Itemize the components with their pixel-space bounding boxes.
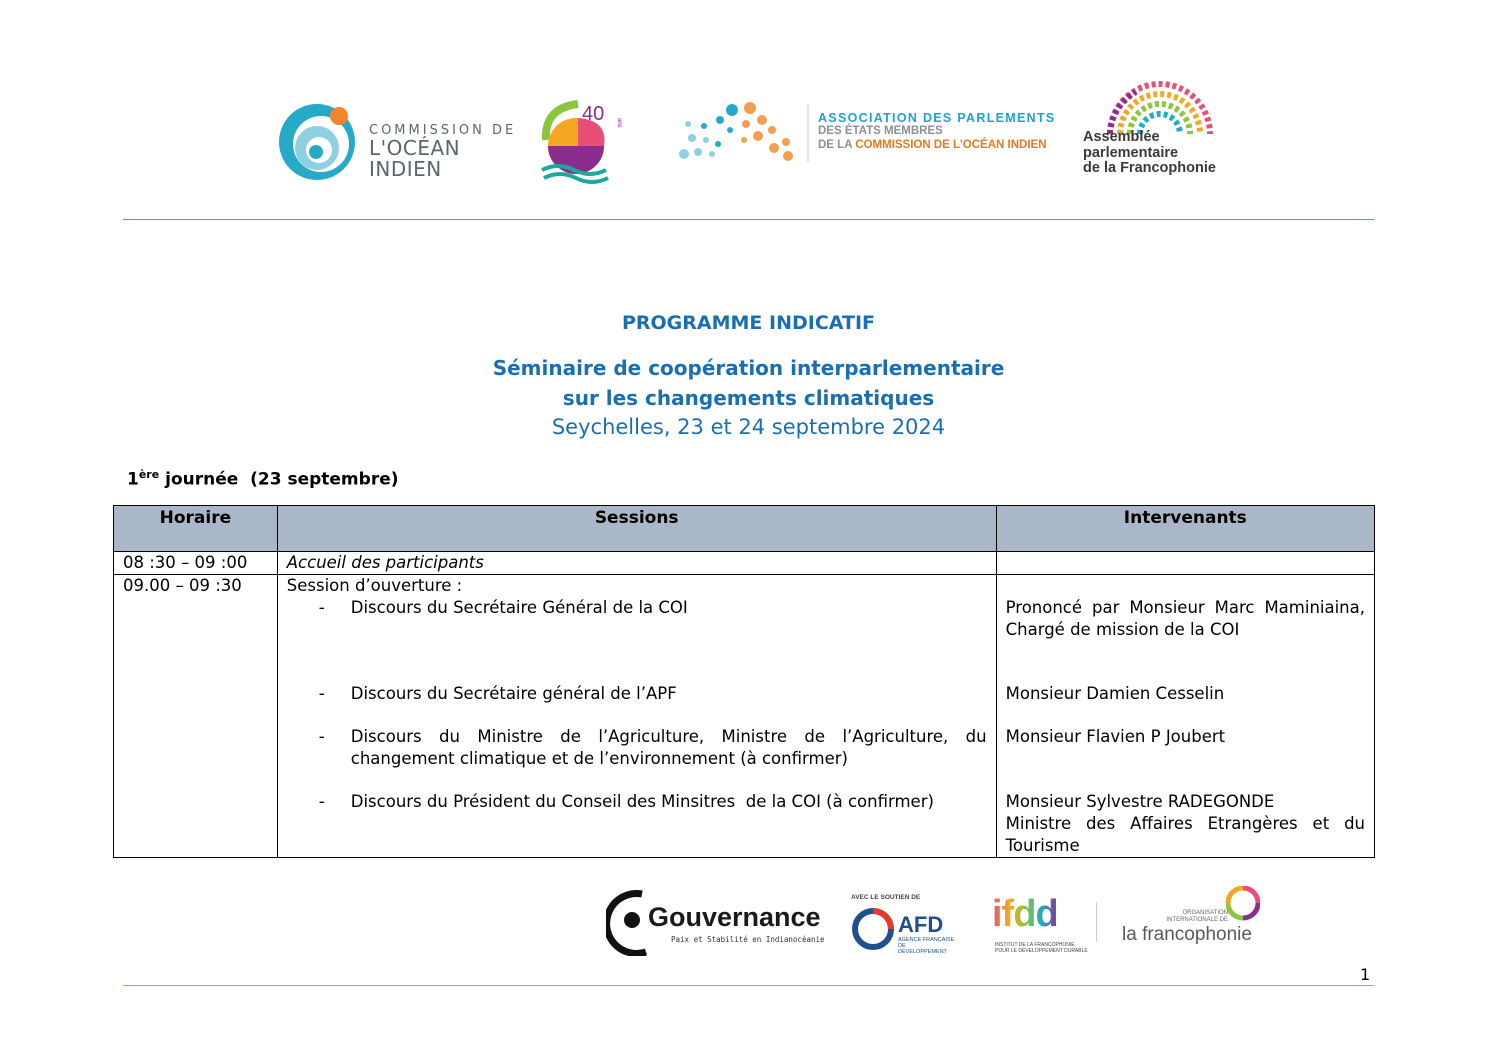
list-item xyxy=(287,597,987,683)
anniversary-logo xyxy=(538,100,630,186)
seminar-title-line2: sur les changements climatiques xyxy=(562,386,935,410)
anniversary-number: 40 xyxy=(582,103,605,125)
coi-emblem-icon xyxy=(277,100,361,184)
table-header-row xyxy=(114,506,1375,552)
logo-divider xyxy=(1096,902,1097,942)
apcoi-dots-icon xyxy=(674,100,814,166)
oif-ring-icon xyxy=(1226,886,1260,922)
oif-small-label: ORGANISATION INTERNATIONALE DE xyxy=(1166,910,1228,923)
item-dash: - xyxy=(318,727,325,746)
footer-rule xyxy=(123,985,1374,986)
afd-logo xyxy=(848,894,956,958)
anniversary-suffix: ans xyxy=(616,118,622,128)
ifdd-logo xyxy=(988,893,1100,958)
ifdd-wordmark: ifdd xyxy=(992,893,1058,935)
gouvernance-swirl-icon xyxy=(606,890,650,956)
apcoi-line3-prefix: DE LA xyxy=(818,138,856,151)
coi-line1: COMMISSION DE xyxy=(369,123,517,138)
row1-time: 08 :30 – 09 :00 xyxy=(114,552,278,575)
header-sessions: Sessions xyxy=(277,506,996,552)
apf-line3: de la Francophonie xyxy=(1083,160,1216,177)
item-dash: - xyxy=(318,792,325,811)
table-row xyxy=(114,575,1375,858)
apcoi-line3 xyxy=(818,139,1056,152)
row1-session: Accueil des participants xyxy=(277,552,996,575)
list-item xyxy=(287,683,987,726)
programme-table xyxy=(113,505,1375,858)
day-label: journée (23 septembre) xyxy=(159,469,399,490)
speaker-4: Monsieur Sylvestre RADEGONDE xyxy=(1005,792,1275,811)
oif-name: la francophonie xyxy=(1122,924,1252,945)
apf-line2: parlementaire xyxy=(1083,144,1179,161)
speaker-3: Monsieur Flavien P Joubert xyxy=(1005,727,1226,746)
apcoi-line2: DES ÉTATS MEMBRES xyxy=(818,125,943,138)
apf-line1: Assemblée xyxy=(1083,129,1160,145)
day-heading xyxy=(127,468,399,490)
list-item xyxy=(287,791,987,813)
list-item xyxy=(287,726,987,791)
item-dash: - xyxy=(318,598,325,617)
ifdd-sub1: INSTITUT DE LA FRANCOPHONIE xyxy=(995,942,1075,948)
day-ordinal: ère xyxy=(138,468,160,481)
afd-subtitle: AGENCE FRANÇAISE DE DÉVELOPPEMENT xyxy=(898,937,955,956)
gouvernance-tagline: Paix et Stabilité en Indianocéanie xyxy=(671,935,825,944)
seminar-title-line1: Séminaire de coopération interparlementaire xyxy=(492,356,1005,380)
speaker-1: Prononcé par Monsieur Marc Maminiaina, Chargé de mission de la COI xyxy=(1005,598,1365,639)
item-text: Discours du Secrétaire Général de la COI xyxy=(350,598,688,617)
header-intervenants: Intervenants xyxy=(996,506,1374,552)
apcoi-line1: ASSOCIATION DES PARLEMENTS xyxy=(818,111,1056,125)
seminar-place-date: Seychelles, 23 et 24 septembre 2024 xyxy=(551,415,946,439)
row2-sessions xyxy=(277,575,996,858)
apf-logo xyxy=(1080,72,1240,180)
item-text: Discours du Secrétaire général de l’APF xyxy=(350,684,677,703)
coi-logo xyxy=(277,100,517,184)
apcoi-line3-highlight: COMMISSION DE L'OCÉAN INDIEN xyxy=(855,138,1047,151)
item-text: Discours du Ministre de l’Agriculture, Ministre de l’Agriculture, du changement climatique et de l’environnement (à confirmer) xyxy=(350,727,987,768)
oif-logo xyxy=(1118,886,1260,946)
afd-support-label: AVEC LE SOUTIEN DE xyxy=(851,894,921,901)
item-text: Discours du Président du Conseil des Minsitres de la COI (à confirmer) xyxy=(350,792,934,811)
ifdd-sub2: POUR LE DÉVELOPPEMENT DURABLE xyxy=(995,948,1088,954)
table-row xyxy=(114,552,1375,575)
day-number: 1 xyxy=(127,469,139,490)
afd-ring-icon xyxy=(850,906,896,952)
speaker-2: Monsieur Damien Cesselin xyxy=(1005,684,1225,703)
row2-speakers xyxy=(996,575,1374,858)
gouvernance-logo xyxy=(606,890,836,956)
session-title: Session d’ouverture : xyxy=(286,576,463,595)
header-rule xyxy=(123,219,1374,220)
apcoi-logo xyxy=(674,100,1069,166)
page-number: 1 xyxy=(1360,965,1371,984)
row2-time: 09.00 – 09 :30 xyxy=(114,575,278,858)
afd-name: AFD xyxy=(898,912,944,937)
ifdd-name xyxy=(992,893,1058,936)
item-dash: - xyxy=(318,684,325,703)
gouvernance-name: Gouvernance xyxy=(648,902,821,932)
coi-line2: L'OCÉAN INDIEN xyxy=(369,135,461,181)
speaker-4-role: Ministre des Affaires Etrangères et du Tourisme xyxy=(1005,814,1365,855)
row1-speaker xyxy=(996,552,1374,575)
header-horaire: Horaire xyxy=(114,506,278,552)
page-title: PROGRAMME INDICATIF xyxy=(621,312,876,334)
